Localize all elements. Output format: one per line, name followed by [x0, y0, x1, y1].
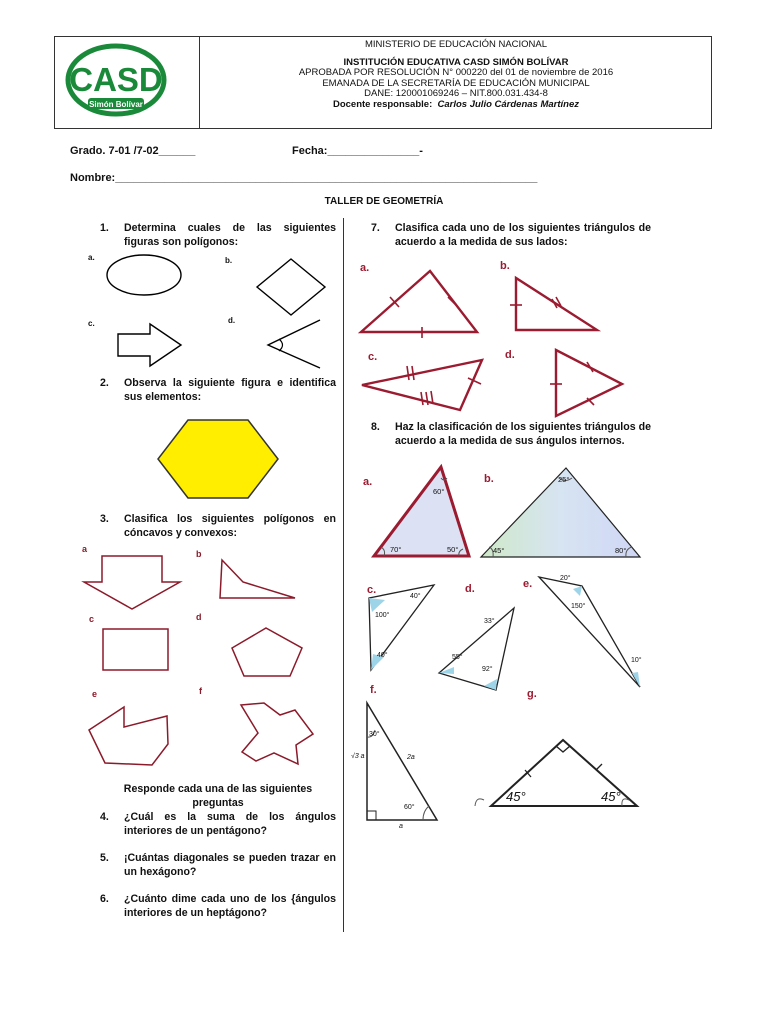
angle-d-top: 33°: [484, 618, 495, 625]
q1-label-c: c.: [88, 319, 95, 328]
q8-label-f: f.: [370, 684, 377, 696]
ministry-line: MINISTERIO DE EDUCACIÓN NACIONAL: [364, 39, 548, 50]
q1-text: Determina cuales de las siguientes figuras son polígonos:: [124, 222, 336, 248]
q8-g-right-angle: [556, 746, 570, 752]
responde-heading: Responde cada una de las siguientes preguntas: [123, 783, 313, 809]
angle-a-left: 70°: [390, 545, 402, 554]
q7-text: Clasifica cada uno de los siguientes triángulos de acuerdo a la medida de sus lados:: [395, 222, 651, 248]
angle-b-top: 25°: [558, 475, 570, 484]
approval-line: APROBADA POR RESOLUCIÓN N° 000220 del 01 de noviembre de 2016: [298, 67, 614, 78]
grado-field[interactable]: Grado. 7-01 /7-02______: [70, 145, 196, 157]
q7-label-a: a.: [360, 262, 370, 274]
q8-number: 8.: [371, 421, 380, 433]
angle-e-mid: 150°: [571, 603, 586, 610]
q1-label-a: a.: [88, 253, 95, 262]
q3-label-b: b: [196, 549, 202, 559]
q8-triangle-e: [539, 577, 640, 687]
q8-f-right-angle: [367, 811, 376, 820]
q7-label-d: d.: [505, 349, 515, 361]
angle-g-left: 45°: [506, 789, 526, 804]
q4-number: 4.: [100, 811, 109, 823]
q3-label-f: f: [199, 686, 202, 696]
angle-a-right: 50°: [447, 545, 459, 554]
q8-triangle-d: [439, 608, 514, 690]
q1-label-d: d.: [228, 316, 236, 325]
q3-label-d: d: [196, 612, 202, 622]
page-title: TALLER DE GEOMETRÍA: [324, 196, 444, 207]
fecha-field[interactable]: Fecha:_______________-: [292, 145, 423, 157]
q5-number: 5.: [100, 852, 109, 864]
angle-c-bottom: 40°: [377, 652, 388, 659]
q3-label-c: c: [89, 614, 95, 624]
q6-number: 6.: [100, 893, 109, 905]
angle-e-bottom: 10°: [631, 657, 642, 664]
dane-line: DANE: 120001069246 – NIT.800.031.434-8: [364, 88, 548, 99]
angle-d-left: 55°: [452, 654, 463, 661]
angle-c-top: 100°: [375, 612, 390, 619]
q3-number: 3.: [100, 513, 109, 525]
q1-number: 1.: [100, 222, 109, 234]
q8-text: Haz la clasificación de los siguientes triángulos de acuerdo a la medida de sus ángulos internos.: [395, 421, 651, 447]
side-f-left: √3 a: [351, 753, 365, 760]
q5-text: ¡Cuántas diagonales se pueden trazar en un hexágono?: [124, 852, 336, 878]
angle-b-right: 80°: [615, 546, 627, 555]
q4-text: ¿Cuál es la suma de los ángulos interiores de un pentágono?: [124, 811, 336, 837]
q1-label-b: b.: [225, 256, 233, 265]
angle-d-bottom: 92°: [482, 666, 493, 673]
q2-number: 2.: [100, 377, 109, 389]
logo-text: CASD: [69, 61, 163, 98]
q3-label-a: a: [82, 544, 88, 554]
angle-b-left: 45°: [493, 546, 505, 555]
q8-label-a: a.: [363, 476, 373, 488]
institution-name: INSTITUCIÓN EDUCATIVA CASD SIMÓN BOLÍVAR: [343, 56, 569, 68]
angle-g-right: 45°: [601, 789, 621, 804]
angle-c-right: 40°: [410, 593, 421, 600]
q8-label-d: d.: [465, 583, 475, 595]
side-f-base: a: [399, 823, 403, 830]
q7-label-b: b.: [500, 260, 510, 272]
docente-name: Carlos Julio Cárdenas Martínez: [437, 98, 579, 110]
nombre-field[interactable]: Nombre:_____________________________________________________________________: [70, 172, 538, 184]
side-f-hyp: 2a: [407, 754, 415, 761]
q7-label-c: c.: [368, 351, 378, 363]
q8-label-e: e.: [523, 578, 533, 590]
logo-subtext: Simón Bolívar: [89, 100, 143, 109]
angle-f-bottom: 60°: [404, 804, 415, 811]
q8-triangle-a: [374, 467, 469, 556]
q8-label-b: b.: [484, 473, 494, 485]
q3-label-e: e: [92, 689, 98, 699]
secretaria-line: EMANADA DE LA SECRETARÍA DE EDUCACIÓN MUNICIPAL: [322, 77, 590, 89]
q8-label-c: c.: [367, 584, 377, 596]
q6-text: ¿Cuánto dime cada uno de los {ángulos interiores de un heptágono?: [124, 893, 336, 919]
q8-label-g: g.: [527, 688, 537, 700]
angle-e-top: 20°: [560, 575, 571, 582]
q8-triangle-f: [367, 703, 437, 820]
docente-label: Docente responsable:: [332, 98, 433, 110]
angle-f-top: 30°: [369, 731, 380, 738]
angle-a-top: 60°: [433, 487, 445, 496]
q3-text: Clasifica los siguientes polígonos en cóncavos y convexos:: [124, 513, 336, 539]
q7-number: 7.: [371, 222, 380, 234]
q2-text: Observa la siguiente figura e identifica sus elementos:: [124, 377, 336, 403]
